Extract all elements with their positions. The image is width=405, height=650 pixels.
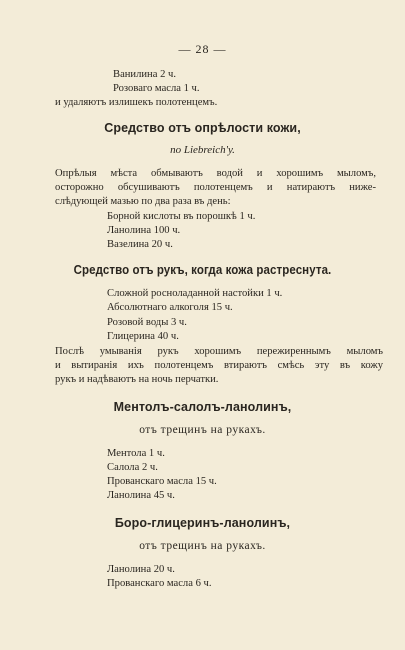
section-subtitle: отъ трещинъ на рукахъ. [139,540,266,552]
paragraph-line: Опрѣлыя мѣста обмываютъ водой и хорошимъ мыломъ, [55,168,376,179]
ingredient-line: Ланолина 100 ч. [107,225,181,236]
paragraph-line: и вытиранія ихъ полотенцемъ втираютъ смѣсь эту въ кожу [55,360,383,371]
ingredient-line: Прованскаго масла 6 ч. [107,578,212,589]
paragraph-line: рукъ и надѣваютъ на ночь перчатки. [55,374,219,385]
ingredient-line: Борной кислоты въ порошкѣ 1 ч. [107,211,256,222]
section-heading: Боро-глицеринъ-ланолинъ, [114,516,291,530]
ingredient-line: Ванилина 2 ч. [113,69,177,80]
section-heading: Ментолъ-салолъ-ланолинъ, [113,400,292,414]
ingredient-line: Салола 2 ч. [107,462,158,473]
paragraph-line: слѣдующей мазью по два раза въ день: [55,196,231,207]
section-heading: Средство отъ рукъ, когда кожа растреснута. [73,263,332,277]
ingredient-line: Ментола 1 ч. [107,448,165,459]
ingredient-line: Розоваго масла 1 ч. [113,83,200,94]
text-line: и удаляютъ излишекъ полотенцемъ. [55,97,218,108]
section-heading: Средство отъ опрѣлости кожи, [104,121,301,135]
section-subtitle: отъ трещинъ на рукахъ. [139,424,266,436]
ingredient-line: Розовой воды 3 ч. [107,317,187,328]
ingredient-line: Абсолютнаго алкоголя 15 ч. [107,302,233,313]
ingredient-line: Глицерина 40 ч. [107,331,179,342]
paragraph-line: осторожно обсушиваютъ полотенцемъ и натираютъ ниже- [55,182,376,193]
ingredient-line: Сложной росноладанной настойки 1 ч. [107,288,283,299]
section-author: по Liebreich'у. [170,144,235,156]
ingredient-line: Ланолина 45 ч. [107,490,175,501]
ingredient-line: Прованскаго масла 15 ч. [107,476,217,487]
ingredient-line: Вазелина 20 ч. [107,239,173,250]
paragraph-line: Послѣ умыванія рукъ хорошимъ пережиреннымъ мыломъ [55,346,383,357]
ingredient-line: Ланолина 20 ч. [107,564,175,575]
page-number: — 28 — [178,42,227,56]
